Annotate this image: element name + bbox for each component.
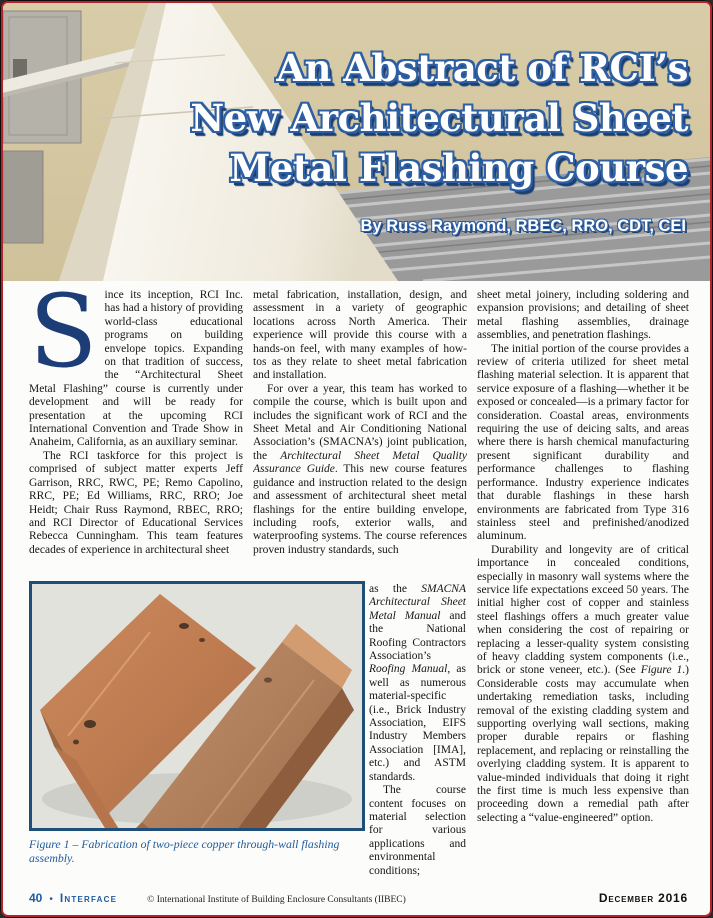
article-title xyxy=(190,43,688,193)
paragraph: sheet metal joinery, including soldering and expansion provisions; and detailing of sheet metal flashing assemblies, drainage assemblies, and penetration flashings. xyxy=(477,289,689,342)
paragraph: The course content focuses on material selection for various applications and environmental conditions; xyxy=(369,784,466,877)
paragraph: The RCI taskforce for this project is comprised of subject matter experts Jeff Garrison, RRC, RWC, PE; Remo Capolino, RRC, PE; Ed Williams, RRC, RRO; Joe Heidt; Chair Russ Raymond, RBEC, RRO; and RCI Director of Educational Services Rebecca Cunningham. This team features decades of experience in architectural sheet xyxy=(29,449,243,556)
paragraph: metal fabrication, installation, design, and assessment in a variety of geographic locations across North America. Their experience will provide this course with a hands-on feel, with many examples of how-tos as they relate to sheet metal fabrication and installation. xyxy=(253,289,467,382)
title-line-3: Metal Flashing Course xyxy=(229,146,688,190)
lead-paragraph-text: ince its inception, RCI Inc. has had a history of providing world-class educational programs on building envelope topics. Expanding on that tradition of success, the “Architectural Sheet Metal Flashing” course is currently under development and will be ready for presentation at the upcoming RCI International Convention and Trade Show in Anaheim, California, as an auxiliary seminar. xyxy=(29,289,243,449)
byline: By Russ Raymond, RBEC, RRO, CDT, CEI xyxy=(360,217,686,235)
title-line-1: An Abstract of RCI’s xyxy=(276,46,688,90)
copper-flashing-photo xyxy=(32,584,362,828)
magazine-name: Interface xyxy=(59,891,118,905)
copyright-notice: © International Institute of Building Enclosure Consultants (IIBEC) xyxy=(147,895,406,905)
page-number: 40 xyxy=(29,891,43,905)
figure-caption: Figure 1 – Fabrication of two-piece copper through-wall flashing assembly. xyxy=(29,837,340,865)
drop-cap: S xyxy=(29,289,98,390)
body-column-2-upper xyxy=(253,289,467,581)
body-column-2-lower xyxy=(369,583,466,901)
issue-date: December 2016 xyxy=(598,891,688,905)
lead-paragraph xyxy=(29,289,243,450)
figure-1-photo xyxy=(29,581,365,831)
paragraph: For over a year, this team has worked to compile the course, which is built upon and includes the significant work of RCI and the Sheet Metal and Air Conditioning National Association’s (SMACNA’s) joint publication, the Architectural Sheet Metal Quality Assurance Guide. This new course features guidance and instruction related to the design and assessment of architectural sheet metal flashings for the entire building envelope, including roofs, exterior walls, and waterproofing systems. The course references proven industry standards, such xyxy=(253,382,467,556)
paragraph: The initial portion of the course provides a review of criteria utilized for sheet metal flashing material selection. It is apparent that service exposure of a flashing—whether it be exposed or concealed—is a primary factor for consideration. Coastal areas, environments requiring the use of deicing salts, and areas where there is harsh chemical manufacturing present significant durability and performance challenges to flashing performance. Industry experience indicates that durable flashings in these harsh environments are fabricated from Type 316 stainless steel and prefinished/anodized aluminum. xyxy=(477,342,689,543)
body-column-1 xyxy=(29,289,243,583)
title-line-2: New Architectural Sheet xyxy=(190,96,688,140)
paragraph: Durability and longevity are of critical importance in concealed conditions, especially in masonry wall systems where the service life expectations exceed 50 years. The initial higher cost of copper and stainless steel flashings offers a much greater value when considering the cost of repairing or replacing a lesser-quality system consisting of heavy cladding system components (i.e., brick or stone veneer, etc.). (See Figure 1.) Considerable costs may accumulate when undertaking remediation tasks, including removal of the existing cladding system and supporting overlying wall sections, making proper durable repairs or flashing replacement, and replacing or reinstalling the overlying cladding system. It is apparent to value-minded individuals that doing it right the first time is much less expensive than proceeding down a remedial path after selecting a “value-engineered” option. xyxy=(477,543,689,824)
hero-photo xyxy=(3,3,710,281)
page-footer xyxy=(29,891,688,907)
footer-bullet: • xyxy=(49,894,53,905)
paragraph: as the SMACNA Architectural Sheet Metal Manual and the National Roofing Contractors Association’s Roofing Manual, as well as numerous material-specific (i.e., Brick Industry Association, EIFS Industry Members Association [IMA], etc.) and ASTM standards. xyxy=(369,583,466,783)
body-column-3 xyxy=(477,289,689,903)
magazine-page xyxy=(1,1,712,917)
